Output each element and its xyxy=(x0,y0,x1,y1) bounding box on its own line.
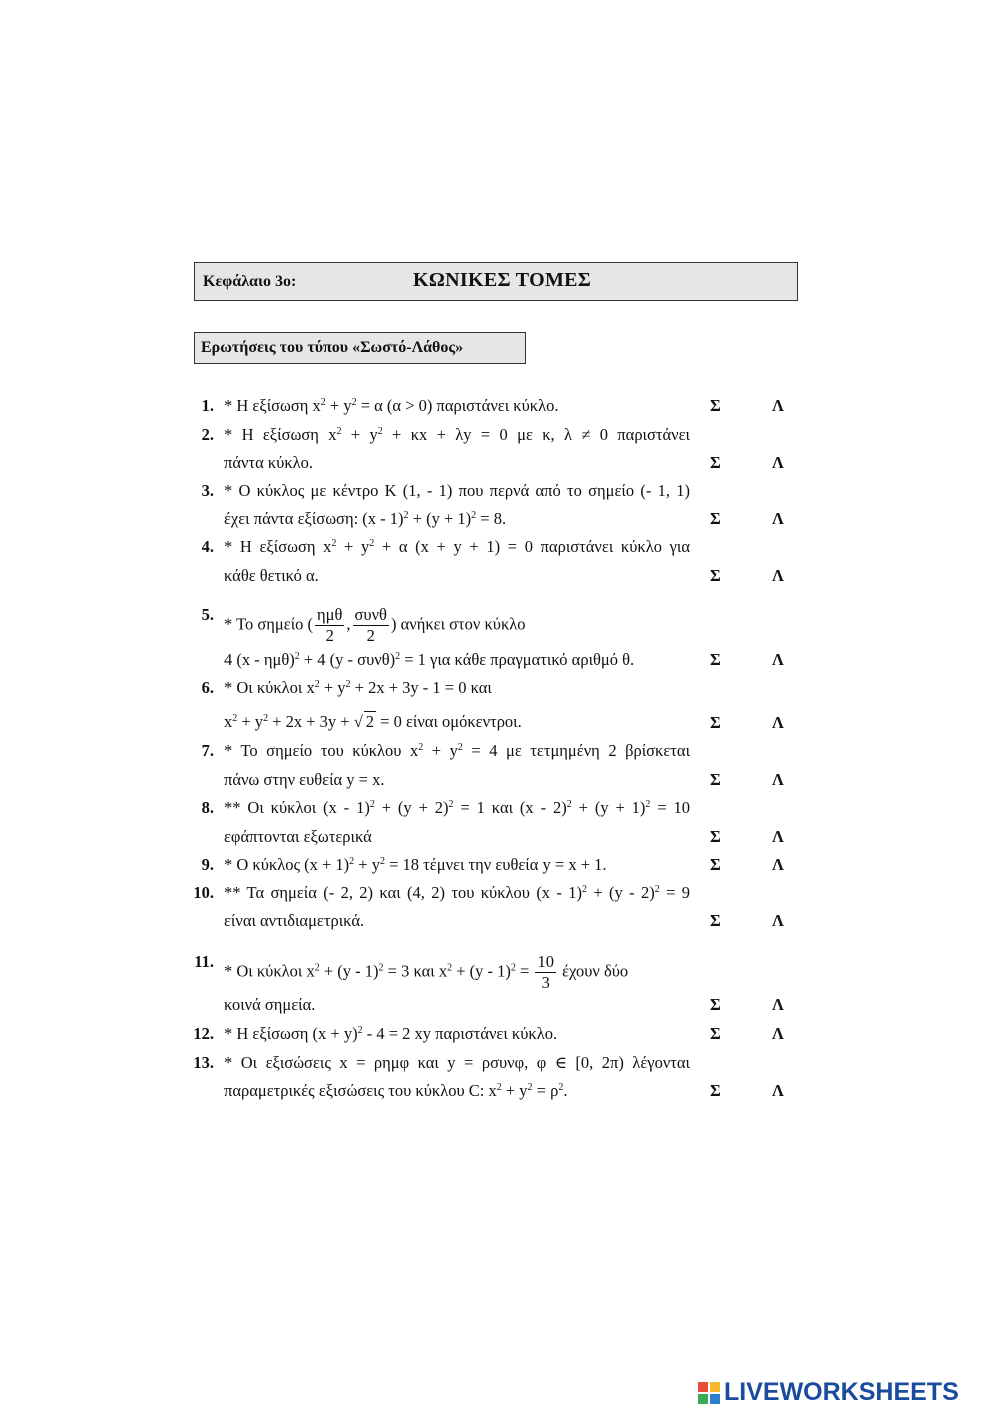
question-text: * Οι εξισώσεις x = ρημφ και y = ρσυνφ, φ ∈ [0, 2π) λέγονται xyxy=(224,1053,690,1072)
question-text: είναι αντιδιαμετρικά. xyxy=(224,911,365,930)
answer-false-option[interactable]: Λ xyxy=(772,995,784,1014)
question-text: 4 (x - ημθ)$^2$ + 4 (y - συνθ)$^2$ = 1 για κάθε πραγματικό αριθμό θ. xyxy=(224,650,635,669)
worksheet-grid-icon xyxy=(698,1382,720,1404)
question-text: * Η εξίσωση $x^2 + y^2 + \kappa x + \lambda y = 0$ με κ, λ ≠ 0 παριστάνει xyxy=(224,425,690,444)
question-text: $x^2 + y^2 + 2x + 3y$ + √ 2 = 0 είναι ομόκεντροι. xyxy=(224,712,522,731)
question-text: έχει πάντα εξίσωση: $(x - 1)^2 + (y + 1)^2 = 8$. xyxy=(224,509,507,528)
answer-true-option[interactable]: Σ xyxy=(710,509,721,528)
answer-true-option[interactable]: Σ xyxy=(710,770,721,789)
brand-name: LIVEWORKSHEETS xyxy=(724,1378,959,1406)
question-number: 13. xyxy=(193,1053,214,1072)
question-text: * Το σημείο του κύκλου $x^2 + y^2 = 4$ με τετμημένη 2 βρίσκεται xyxy=(224,741,691,760)
question-number: 11. xyxy=(194,952,214,971)
question-text: * Οι κύκλοι $x^2 + (y - 1)^2 = 3$ και $x^2 + (y - 1)^2$ = $\frac{10}{3}$ έχουν δύο xyxy=(224,952,629,992)
question-text: * Η εξίσωση $x^2 + y^2 + \alpha$ (x + y + 1) = 0 παριστάνει κύκλο για xyxy=(224,537,690,556)
question-number: 10. xyxy=(193,883,214,902)
answer-true-option[interactable]: Σ xyxy=(710,453,721,472)
answer-true-option[interactable]: Σ xyxy=(710,713,721,732)
answer-false-option[interactable]: Λ xyxy=(772,1024,784,1043)
answer-true-option[interactable]: Σ xyxy=(710,1081,721,1100)
question-text: * Το σημείο ( $\frac{\text{ημθ}}{2}$ , $\frac{\text{συνθ}}{2}$ ) ανήκει στον κύκλο xyxy=(224,605,526,645)
answer-true-option[interactable]: Σ xyxy=(710,995,721,1014)
question-number: 2. xyxy=(201,425,214,444)
question-text: κάθε θετικό α. xyxy=(224,566,319,585)
question-number: 8. xyxy=(201,798,214,817)
answer-false-option[interactable]: Λ xyxy=(772,650,784,669)
answer-false-option[interactable]: Λ xyxy=(772,713,784,732)
question-number: 5. xyxy=(201,605,214,624)
answer-false-option[interactable]: Λ xyxy=(772,827,784,846)
question-number: 9. xyxy=(201,855,214,874)
question-text: πάνω στην ευθεία y = x. xyxy=(224,770,385,789)
answer-true-option[interactable]: Σ xyxy=(710,855,721,874)
answer-true-option[interactable]: Σ xyxy=(710,650,721,669)
question-text: * Οι κύκλοι $x^2 + y^2 + 2x + 3y - 1 = 0$ και xyxy=(224,678,492,697)
question-text: ** Τα σημεία (- 2, 2) και (4, 2) του κύκλου (x - 1)$^2$ + (y - 2)$^2$ = 9 xyxy=(224,883,690,902)
question-text: παραμετρικές εξισώσεις του κύκλου C: $x^2 + y^2 = \rho^2$. xyxy=(224,1081,568,1100)
answer-true-option[interactable]: Σ xyxy=(710,911,721,930)
question-text: * Ο κύκλος $(x + 1)^2 + y^2 = 18$ τέμνει την ευθεία y = x + 1. xyxy=(224,855,607,874)
answer-false-option[interactable]: Λ xyxy=(772,396,784,415)
answer-false-option[interactable]: Λ xyxy=(772,1081,784,1100)
question-number: 4. xyxy=(201,537,214,556)
question-number: 12. xyxy=(193,1024,214,1043)
answer-false-option[interactable]: Λ xyxy=(772,911,784,930)
question-text: ** Οι κύκλοι $(x - 1)^2 + (y + 2)^2 = 1$ και $(x - 2)^2 + (y + 1)^2 = 10$ xyxy=(224,798,691,817)
question-number: 3. xyxy=(201,481,214,500)
question-text: * Η εξίσωση $(x + y)^2 - 4 = 2$ xy παριστάνει κύκλο. xyxy=(224,1024,558,1043)
question-text: * Ο κύκλος με κέντρο Κ (1, - 1) που περνά από το σημείο (- 1, 1) xyxy=(224,481,690,500)
question-number: 1. xyxy=(201,396,214,415)
answer-false-option[interactable]: Λ xyxy=(772,509,784,528)
answer-false-option[interactable]: Λ xyxy=(772,770,784,789)
answer-true-option[interactable]: Σ xyxy=(710,566,721,585)
answer-false-option[interactable]: Λ xyxy=(772,566,784,585)
answer-false-option[interactable]: Λ xyxy=(772,855,784,874)
answer-true-option[interactable]: Σ xyxy=(710,396,721,415)
answer-true-option[interactable]: Σ xyxy=(710,827,721,846)
liveworksheets-logo[interactable] xyxy=(698,1380,996,1406)
chapter-label: Κεφάλαιο 3ο: xyxy=(203,273,297,290)
chapter-title: ΚΩΝΙΚΕΣ ΤΟΜΕΣ xyxy=(413,269,592,291)
question-number: 6. xyxy=(201,678,214,697)
chapter-header xyxy=(194,262,798,301)
question-text: πάντα κύκλο. xyxy=(224,453,314,472)
answer-false-option[interactable]: Λ xyxy=(772,453,784,472)
question-text: * Η εξίσωση $x^2 + y^2 = \alpha$ (α > 0) παριστάνει κύκλο. xyxy=(224,396,559,415)
question-text: εφάπτονται εξωτερικά xyxy=(224,827,372,846)
question-text: κοινά σημεία. xyxy=(224,995,316,1014)
section-title: Ερωτήσεις του τύπου «Σωστό-Λάθος» xyxy=(194,332,526,364)
question-number: 7. xyxy=(201,741,214,760)
answer-true-option[interactable]: Σ xyxy=(710,1024,721,1043)
